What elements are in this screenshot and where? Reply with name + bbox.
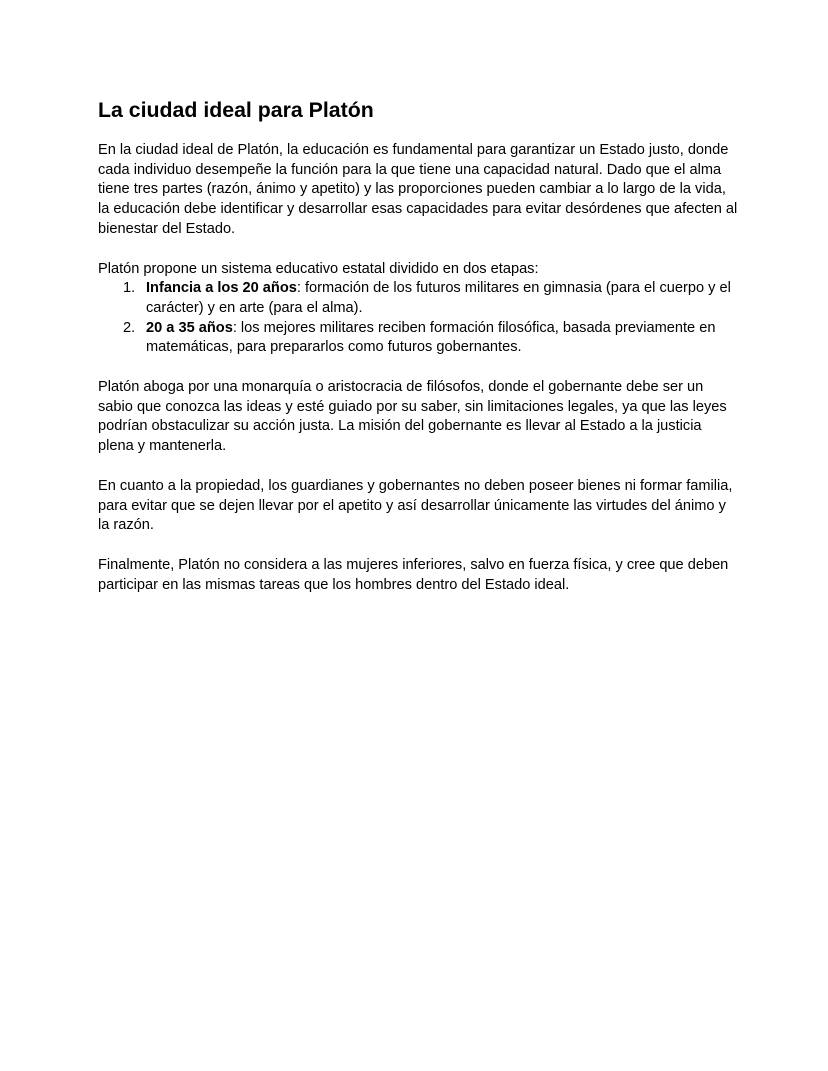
document-page: [98, 96, 738, 615]
list-item-term: Infancia a los 20 años: [146, 280, 297, 297]
list-item: [98, 319, 738, 358]
paragraph-government: Platón aboga por una monarquía o aristocracia de filósofos, donde el gobernante debe ser un sabio que conozca las ideas y esté guiado por su saber, sin limitaciones legales, ya que las leyes podrían obstaculizar su acción justa. La misión del gobernante es llevar al Estado a la justicia plena y mantenerla.: [98, 379, 727, 455]
paragraph-stages-intro: Platón propone un sistema educativo estatal dividido en dos etapas:: [98, 260, 539, 277]
paragraph-property: En cuanto a la propiedad, los guardianes y gobernantes no deben poseer bienes ni formar familia, para evitar que se dejen llevar por el apetito y así desarrollar únicamente las virtudes del ánimo y la razón.: [98, 477, 733, 534]
list-item-term: 20 a 35 años: [146, 319, 233, 336]
document-title: La ciudad ideal para Platón: [98, 98, 374, 122]
stages-list: [98, 279, 738, 358]
paragraph-education: En la ciudad ideal de Platón, la educación es fundamental para garantizar un Estado justo, donde cada individuo desempeñe la función para la que tiene una capacidad natural. Dado que el alma tiene tres partes (razón, ánimo y apetito) y las proporciones pueden cambiar a lo largo de la vida, la educación debe identificar y desarrollar esas capacidades para evitar desórdenes que afecten al bienestar del Estado.: [98, 142, 738, 237]
list-item: [98, 279, 738, 318]
paragraph-women: Finalmente, Platón no considera a las mujeres inferiores, salvo en fuerza física, y cree que deben participar en las mismas tareas que los hombres dentro del Estado ideal.: [98, 556, 729, 593]
list-item-text: : los mejores militares reciben formación filosófica, basada previamente en matemáticas, para prepararlos como futuros gobernantes.: [146, 319, 716, 356]
list-item-number: 2.: [123, 319, 136, 336]
list-item-text: : formación de los futuros militares en gimnasia (para el cuerpo y el carácter) y en arte (para el alma).: [146, 280, 731, 316]
list-item-number: 1.: [123, 280, 136, 297]
